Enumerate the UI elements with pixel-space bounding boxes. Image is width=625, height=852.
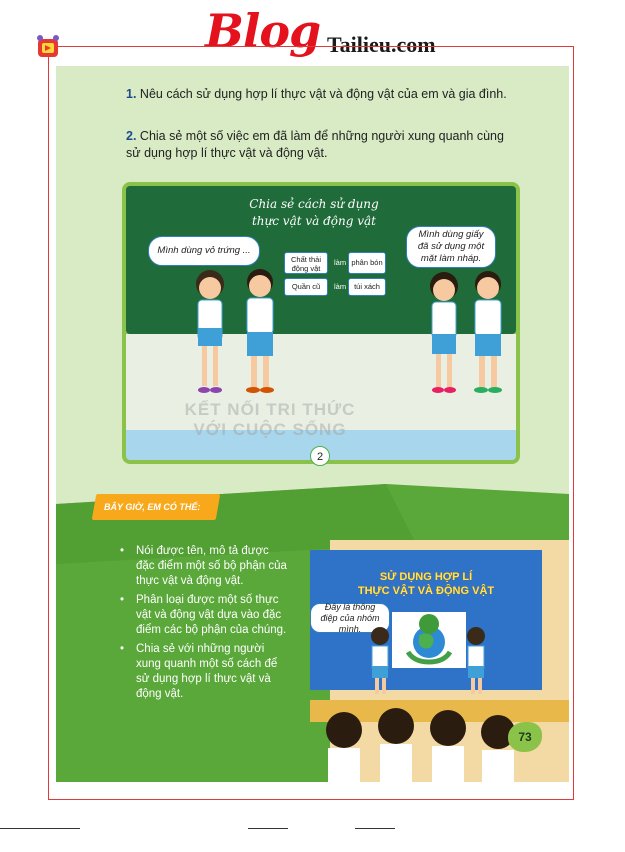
- watermark: [160, 400, 380, 440]
- summary-tag: BÂY GIỜ, EM CÓ THỂ:: [104, 502, 201, 512]
- chip-fertilizer: phân bón: [348, 252, 386, 274]
- robot-icon: [34, 33, 64, 63]
- watermark-line-1: KẾT NỐI TRI THỨC: [184, 400, 356, 419]
- child-1: [196, 270, 224, 393]
- child-2: [246, 269, 274, 393]
- presentation-title-line-2: THỰC VẬT VÀ ĐỘNG VẬT: [357, 585, 495, 597]
- question-1: [126, 86, 526, 103]
- question-2: [126, 128, 522, 162]
- activity-number: 2: [310, 446, 330, 466]
- speech-bubble-left: Mình dùng vỏ trứng ...: [148, 236, 260, 266]
- summary-item: • Chia sẻ với những người xung quanh một số cách để sử dụng hợp lí thực vật và động vật.: [120, 642, 290, 702]
- footer-rule: [355, 828, 395, 829]
- presenters-illustration: [364, 626, 494, 696]
- summary-item: • Phân loại được một số thực vật và động vật dựa vào đặc điểm các bộ phận của chúng.: [120, 593, 290, 638]
- board-title: [244, 196, 384, 230]
- summary-item: • Nói được tên, mô tả được đặc điểm một số bộ phận của thực vật và động vật.: [120, 544, 290, 589]
- question-1-text: Nêu cách sử dụng hợp lí thực vật và động vật của em và gia đình.: [139, 87, 507, 101]
- chip-word-2: làm: [334, 282, 347, 291]
- child-4: [474, 271, 502, 393]
- footer-rule: [0, 828, 80, 829]
- board-title-line-2: thực vật và động vật: [251, 214, 377, 228]
- chip-animal-waste: Chất thải động vật: [284, 252, 328, 274]
- audience-illustration: [318, 700, 528, 782]
- children-illustration: [182, 262, 516, 422]
- page-number: 73: [508, 722, 542, 752]
- summary-list: [120, 544, 290, 706]
- chip-word-1: làm: [334, 258, 347, 267]
- footer-rule: [248, 828, 288, 829]
- logo-blog-word: Blog: [205, 4, 321, 58]
- board-title-line-1: Chia sẻ cách sử dụng: [249, 197, 379, 211]
- presentation-bubble: Đây là thông điệp của nhóm mình.: [310, 603, 390, 633]
- question-2-text: Chia sẻ một số việc em đã làm để những người xung quanh cùng sử dụng hợp lí thực vật và động vật.: [126, 129, 504, 160]
- presentation-title-line-1: SỬ DỤNG HỢP LÍ: [379, 571, 473, 583]
- question-1-number: 1.: [126, 87, 137, 101]
- speech-bubble-right: Mình dùng giấy đã sử dụng một mặt làm nháp.: [406, 226, 496, 268]
- chip-old-pants: Quần cũ: [284, 278, 328, 296]
- presentation-title: [310, 570, 542, 598]
- child-3: [430, 272, 458, 393]
- question-2-number: 2.: [126, 129, 137, 143]
- logo-suffix: Tailieu.com: [327, 32, 436, 57]
- chip-bag: túi xách: [348, 278, 386, 296]
- watermark-line-2: VỚI CUỘC SỐNG: [193, 420, 347, 439]
